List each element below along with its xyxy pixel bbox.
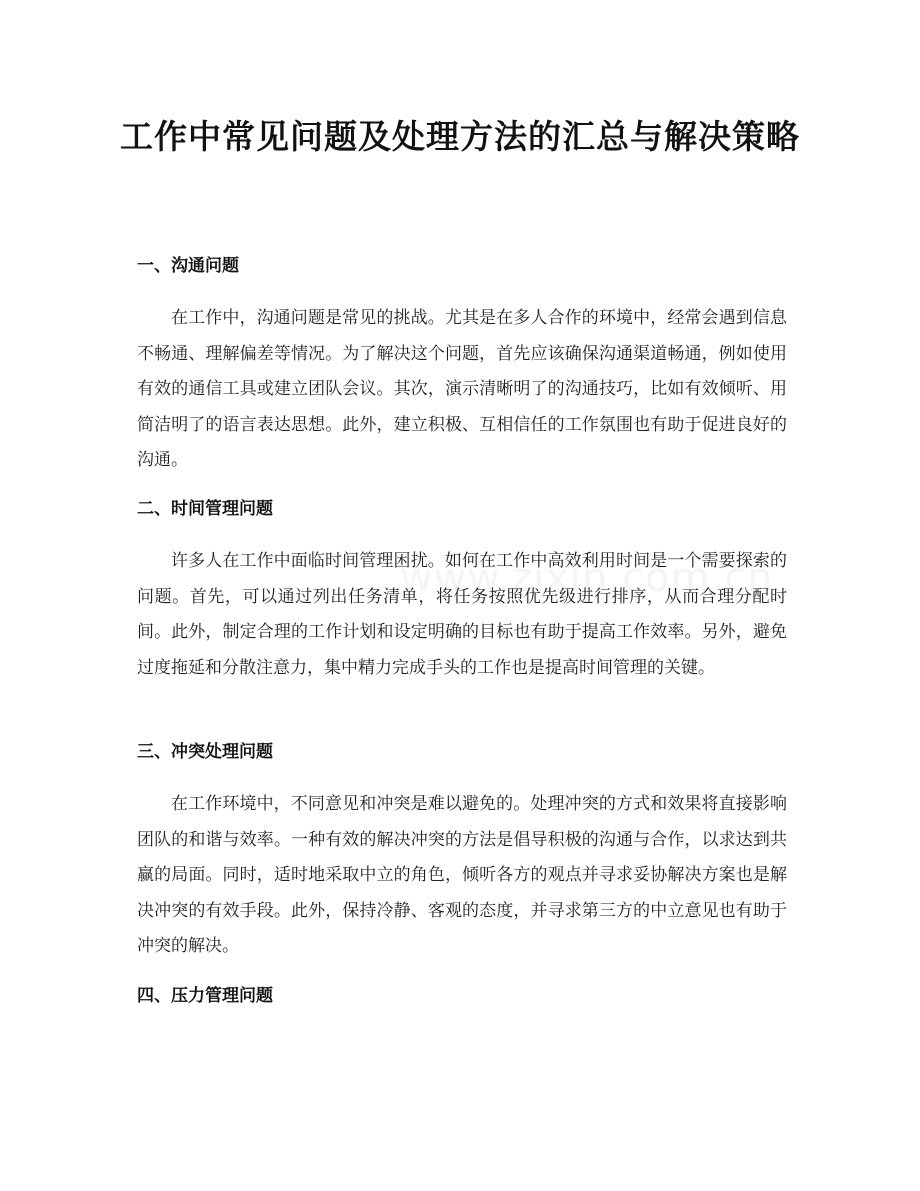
- section-communication: [137, 254, 787, 479]
- section-stress-management: [137, 984, 787, 1008]
- section-conflict-handling: [137, 740, 787, 965]
- section-heading: 二、时间管理问题: [137, 499, 273, 519]
- section-heading: 一、沟通问题: [137, 256, 239, 276]
- section-paragraph: 许多人在工作中面临时间管理困扰。如何在工作中高效利用时间是一个需要探索的问题。首先，可以通过列出任务清单，将任务按照优先级进行排序，从而合理分配时间。此外，制定合理的工作计划和设定明确的目标也有助于提高工作效率。另外，避免过度拖延和分散注意力，集中精力完成手头的工作也是提高时间管理的关键。: [137, 551, 787, 678]
- document-title: 工作中常见问题及处理方法的汇总与解决策略: [120, 117, 800, 156]
- section-paragraph: 在工作环境中，不同意见和冲突是难以避免的。处理冲突的方式和效果将直接影响团队的和谐与效率。一种有效的解决冲突的方法是倡导积极的沟通与合作，以求达到共赢的局面。同时，适时地采取中立的角色，倾听各方的观点并寻求妥协解决方案也是解决冲突的有效手段。此外，保持冷静、客观的态度，并寻求第三方的中立意见也有助于冲突的解决。: [137, 794, 787, 956]
- section-heading: 四、压力管理问题: [137, 986, 273, 1006]
- section-paragraph: 在工作中，沟通问题是常见的挑战。尤其是在多人合作的环境中，经常会遇到信息不畅通、理解偏差等情况。为了解决这个问题，首先应该确保沟通渠道畅通，例如使用有效的通信工具或建立团队会议。其次，演示清晰明了的沟通技巧，比如有效倾听、用简洁明了的语言表达思想。此外，建立积极、互相信任的工作氛围也有助于促进良好的沟通。: [137, 308, 787, 470]
- section-heading: 三、冲突处理问题: [137, 742, 273, 762]
- section-time-management: [137, 497, 787, 686]
